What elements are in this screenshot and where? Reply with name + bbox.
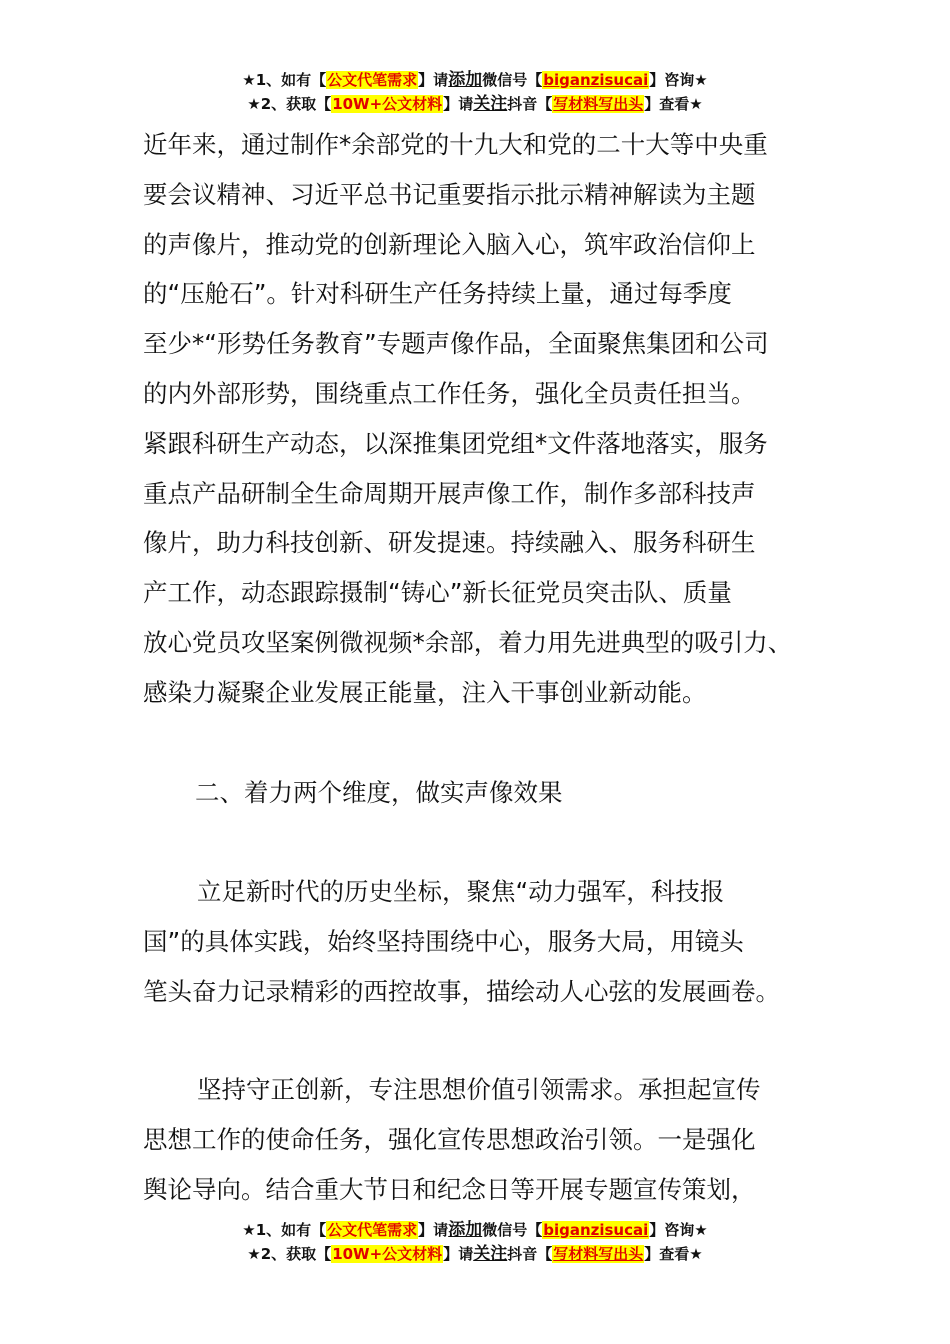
- header-banner: [0, 68, 950, 116]
- paragraph-line: 至少*“形势任务教育”专题声像作品，全面聚焦集团和公司: [143, 329, 769, 359]
- paragraph-line: 舆论导向。结合重大节日和纪念日等开展专题宣传策划，: [143, 1175, 756, 1204]
- paragraph-line: 感染力凝聚企业发展正能量，注入干事创业新动能。: [143, 677, 707, 707]
- paragraph-line: 的内外部形势，围绕重点工作任务，强化全员责任担当。: [143, 379, 756, 408]
- footer-banner: [0, 1218, 950, 1266]
- banner-line-1: ★1、如有【公文代笔需求】请添加微信号【biganzisucai】咨询★: [242, 1220, 708, 1240]
- paragraph-line: 放心党员攻坚案例微视频*余部，着力用先进典型的吸引力、: [143, 628, 793, 657]
- paragraph-line: 国”的具体实践，始终坚持围绕中心，服务大局，用镜头: [143, 927, 744, 956]
- banner-line-2: ★2、获取【10W+公文材料】请关注抖音【写材料写出头】查看★: [247, 94, 703, 114]
- paragraph-line: 重点产品研制全生命周期开展声像工作，制作多部科技声: [143, 478, 756, 508]
- paragraph-line: 紧跟科研生产动态，以深推集团党组*文件落地落实，服务: [143, 428, 768, 458]
- paragraph-line: 的声像片，推动党的创新理论入脑入心，筑牢政治信仰上: [143, 229, 756, 259]
- paragraph-line: 笔头奋力记录精彩的西控故事，描绘动人心弦的发展画卷。: [143, 977, 780, 1006]
- section-heading: 二、着力两个维度，做实声像效果: [195, 778, 563, 807]
- paragraph-line: 产工作，动态跟踪摄制“铸心”新长征党员突击队、质量: [143, 578, 732, 608]
- paragraph-line: 立足新时代的历史坐标，聚焦“动力强军，科技报: [197, 877, 725, 906]
- paragraph-line: 像片，助力科技创新、研发提速。持续融入、服务科研生: [143, 528, 756, 558]
- banner-line-2: ★2、获取【10W+公文材料】请关注抖音【写材料写出头】查看★: [247, 1244, 703, 1264]
- paragraph-line: 近年来，通过制作*余部党的十九大和党的二十大等中央重: [143, 130, 768, 159]
- paragraph-line: 的“压舱石”。针对科研生产任务持续上量，通过每季度: [143, 279, 732, 309]
- paragraph-line: 坚持守正创新，专注思想价值引领需求。承担起宣传: [197, 1075, 761, 1104]
- paragraph-line: 要会议精神、习近平总书记重要指示批示精神解读为主题: [143, 179, 756, 209]
- banner-line-1: ★1、如有【公文代笔需求】请添加微信号【biganzisucai】咨询★: [242, 70, 708, 90]
- paragraph-line: 思想工作的使命任务，强化宣传思想政治引领。一是强化: [143, 1125, 756, 1154]
